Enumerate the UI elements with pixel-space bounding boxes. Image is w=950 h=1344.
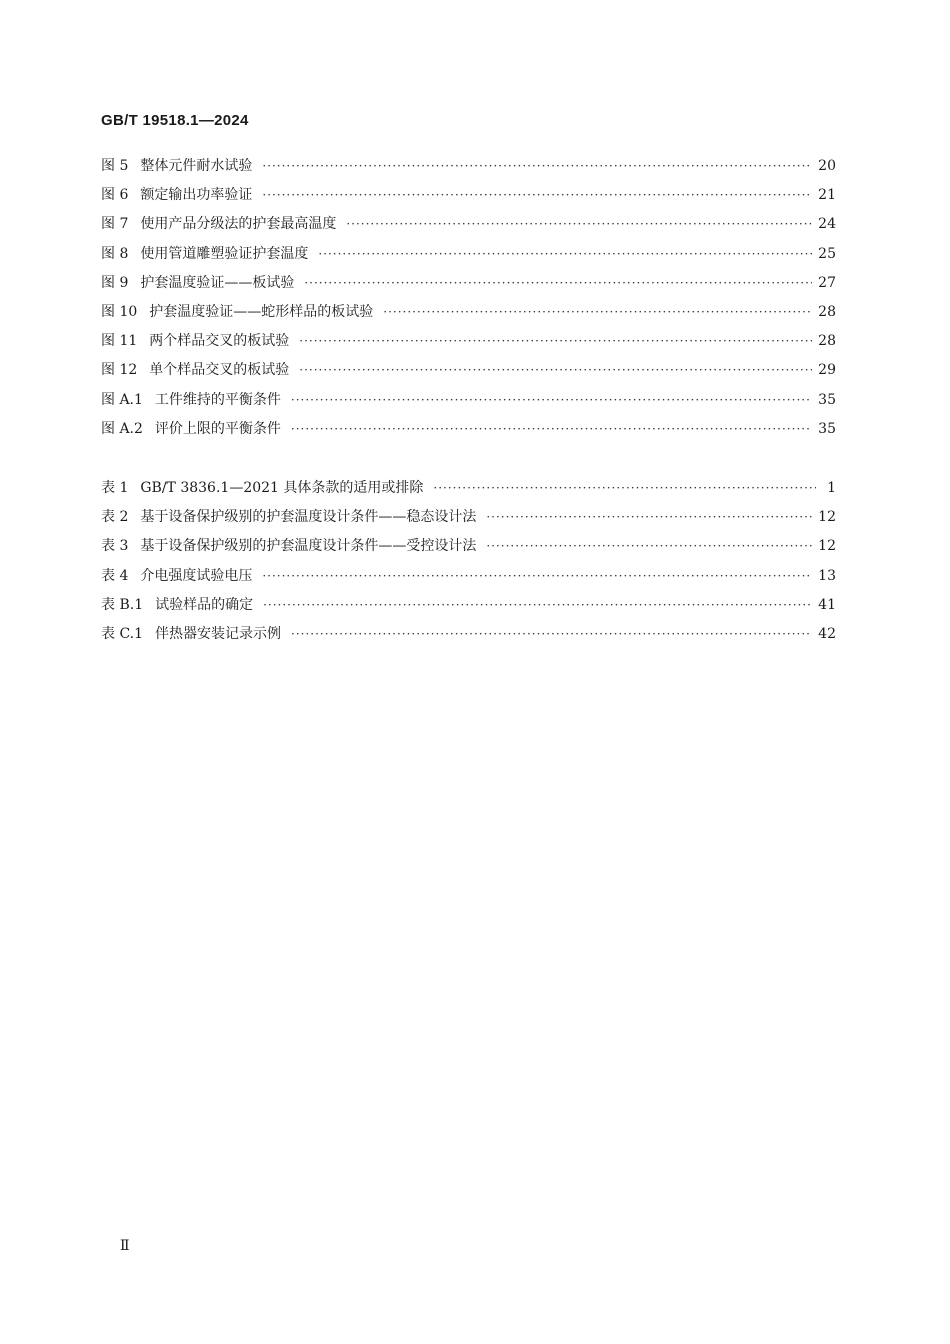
dot-leader [486,539,812,553]
toc-entry-number: 图 8 [101,245,129,262]
dot-leader [433,481,816,495]
dot-leader [263,598,812,612]
toc-entry-number: 图 5 [101,158,129,174]
document-id: GB/T 19518.1—2024 [101,112,249,129]
toc-entry-page: 12 [818,538,836,555]
toc-entry-page: 24 [818,216,836,233]
dot-leader [383,305,812,319]
figure-toc-entry[interactable] [101,155,836,184]
dot-leader [346,217,812,231]
toc-entry-page: 28 [818,303,836,320]
toc-entry-page: 42 [818,625,836,642]
toc-entry-page: 25 [818,245,836,262]
figure-toc-entry[interactable] [101,418,836,447]
table-toc-entry[interactable] [101,535,836,564]
figure-toc-entry[interactable] [101,359,836,388]
toc-entry-title: 使用管道雕塑验证护套温度 [140,245,309,262]
figure-toc-entry[interactable] [101,389,836,418]
dot-leader [262,569,812,583]
table-list [101,477,836,652]
toc-entry-title: 单个样品交叉的板试验 [149,362,290,379]
dot-leader [299,363,812,377]
toc-entry-number: 表 2 [101,509,129,526]
dot-leader [262,159,812,173]
toc-entry-number: 表 4 [101,567,129,584]
table-toc-entry[interactable] [101,565,836,594]
toc-entry-title: 伴热器安装记录示例 [155,625,282,642]
toc-entry-number: 表 1 [101,480,129,496]
toc-entry-page: 21 [818,187,836,204]
figure-toc-entry[interactable] [101,272,836,301]
figure-toc-entry[interactable] [101,301,836,330]
toc-entry-title: 介电强度试验电压 [140,567,253,584]
toc-entry-page: 35 [818,420,836,437]
dot-leader [299,334,812,348]
toc-entry-page: 1 [827,480,836,496]
page-number: Ⅱ [120,1238,130,1254]
table-toc-entry[interactable] [101,506,836,535]
toc-entry-page: 20 [818,158,836,174]
figure-list [101,155,836,447]
toc-entry-page: 13 [818,567,836,584]
toc-entry-number: 图 9 [101,274,129,291]
toc-entry-title: 整体元件耐水试验 [140,158,253,174]
toc-entry-number: 图 7 [101,216,129,233]
dot-leader [291,393,812,407]
toc-entry-page: 29 [818,362,836,379]
figure-toc-entry[interactable] [101,184,836,213]
toc-entry-title: 护套温度验证——板试验 [140,274,295,291]
dot-leader [304,276,812,290]
table-toc-entry[interactable] [101,623,836,652]
dot-leader [291,627,812,641]
toc-entry-title: 额定输出功率验证 [140,187,253,204]
toc-entry-page: 12 [818,509,836,526]
table-toc-entry[interactable] [101,594,836,623]
toc-entry-number: 图 6 [101,187,129,204]
dot-leader [486,510,812,524]
toc-entry-page: 35 [818,391,836,408]
toc-entry-number: 表 C.1 [101,625,144,642]
toc-entry-title: GB/T 3836.1—2021 具体条款的适用或排除 [140,480,424,496]
figure-toc-entry[interactable] [101,243,836,272]
toc-entry-number: 图 12 [101,362,138,379]
dot-leader [262,188,812,202]
table-toc-entry[interactable] [101,477,836,506]
toc-entry-number: 表 B.1 [101,596,144,613]
dot-leader [291,422,812,436]
toc-entry-number: 图 11 [101,333,138,350]
toc-entry-page: 41 [818,596,836,613]
toc-entry-page: 27 [818,274,836,291]
toc-entry-title: 评价上限的平衡条件 [154,420,281,437]
toc-entry-number: 图 A.2 [101,420,143,437]
toc-entry-title: 使用产品分级法的护套最高温度 [140,216,337,233]
toc-entry-title: 基于设备保护级别的护套温度设计条件——受控设计法 [140,538,477,555]
toc-entry-title: 试验样品的确定 [155,596,254,613]
toc-entry-number: 图 10 [101,303,138,320]
figure-toc-entry[interactable] [101,213,836,242]
toc-entry-number: 表 3 [101,538,129,555]
toc-entry-page: 28 [818,333,836,350]
toc-entry-title: 基于设备保护级别的护套温度设计条件——稳态设计法 [140,509,477,526]
toc-entry-title: 护套温度验证——蛇形样品的板试验 [149,303,374,320]
toc-entry-title: 工件维持的平衡条件 [154,391,281,408]
figure-toc-entry[interactable] [101,330,836,359]
toc-entry-title: 两个样品交叉的板试验 [149,333,290,350]
toc-entry-number: 图 A.1 [101,391,143,408]
dot-leader [318,247,812,261]
